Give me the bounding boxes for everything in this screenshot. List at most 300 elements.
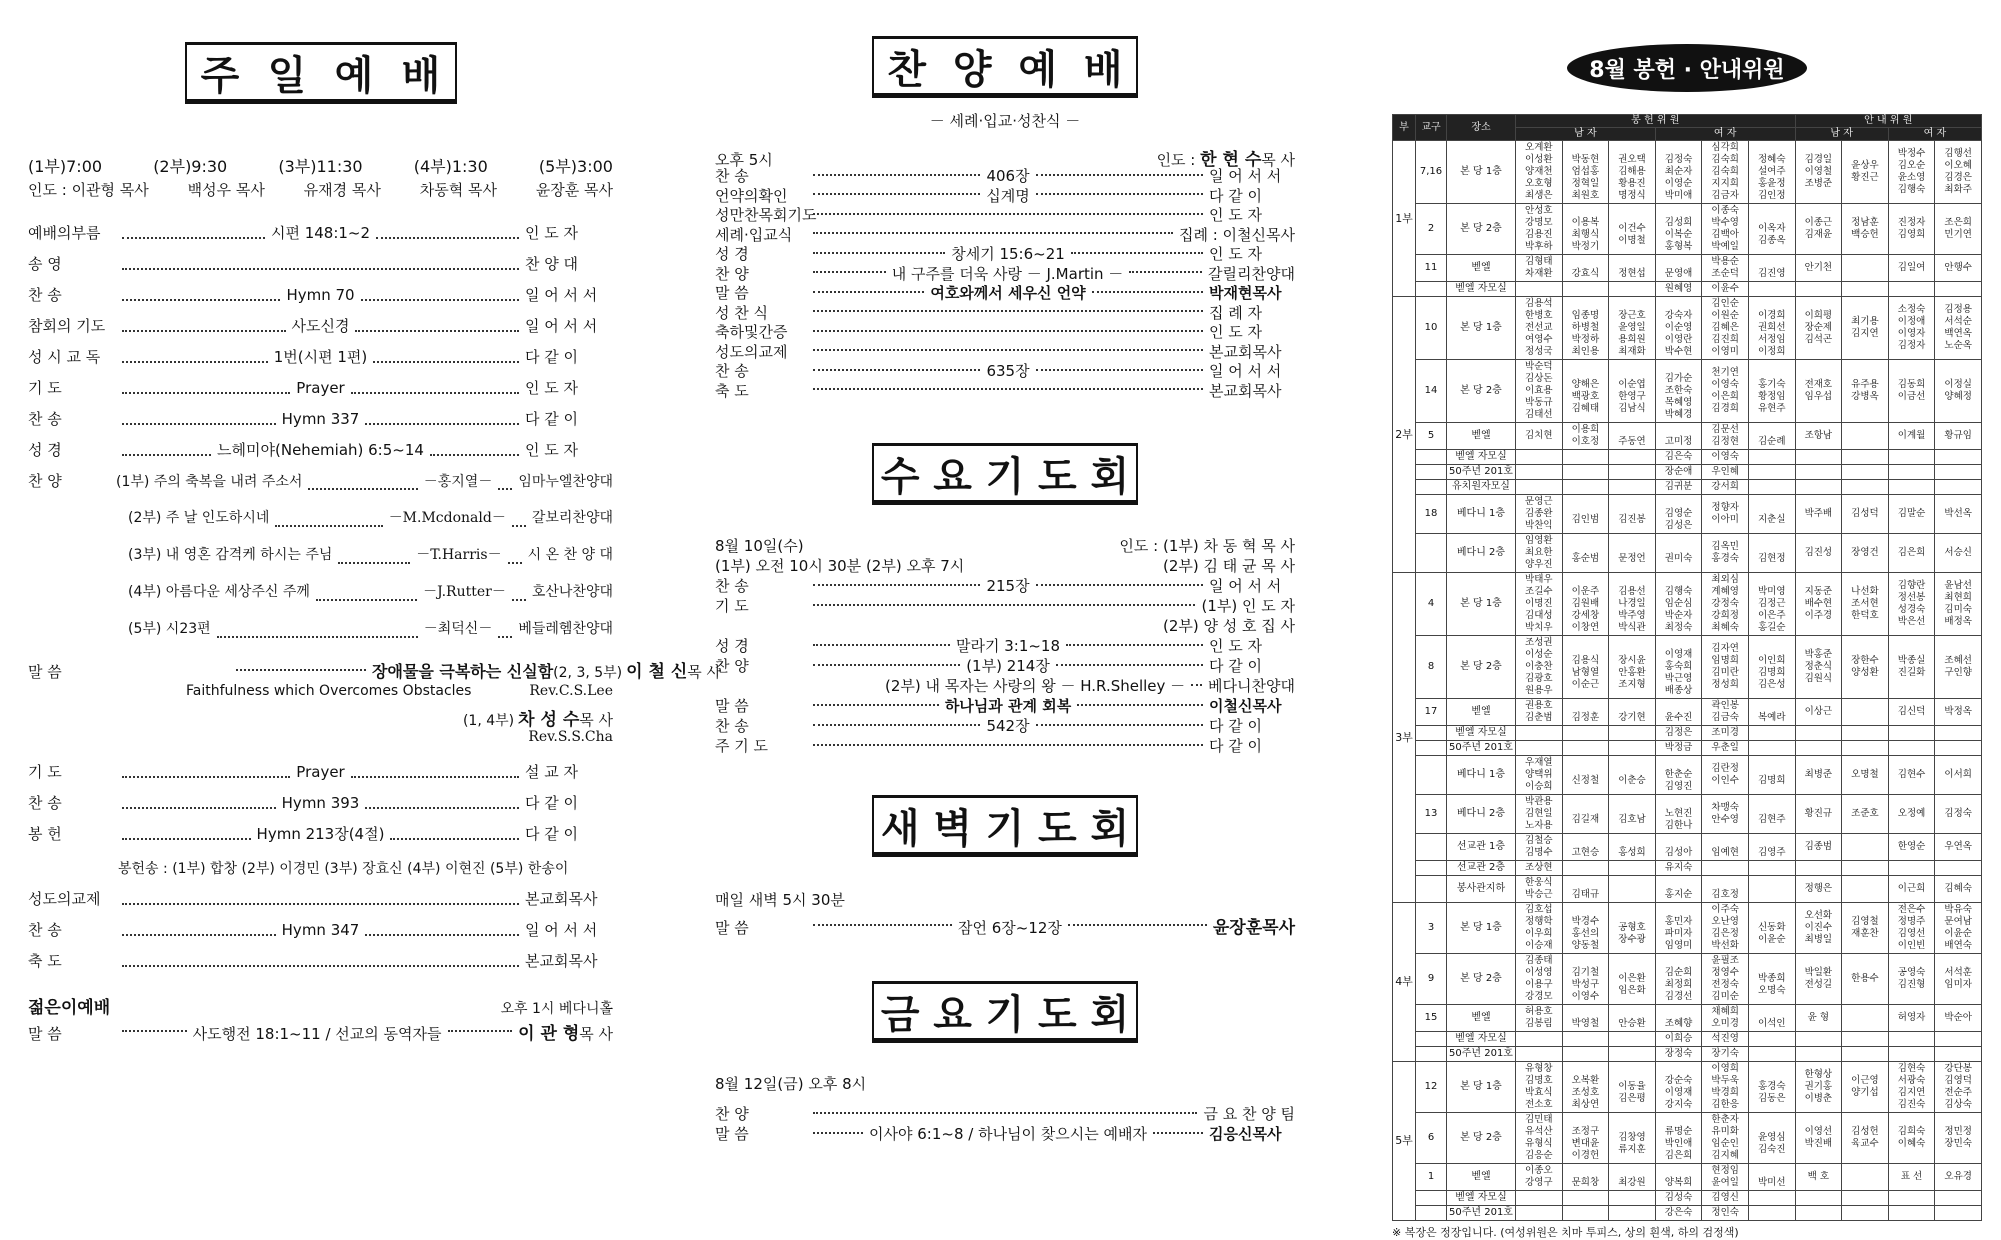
name-cell: 정민정 장민숙 — [1935, 1113, 1982, 1164]
name-cell: 윤 형 — [1795, 1005, 1842, 1032]
order-right: 설 교 자 — [525, 763, 579, 781]
week-cell: 8 — [1416, 636, 1447, 699]
order-row — [715, 263, 1295, 283]
place-cell: 본 당 2층 — [1447, 636, 1516, 699]
order-right: 집례 : 이철신목사 — [1178, 225, 1295, 244]
leader: 백성우 목사 — [187, 181, 265, 199]
service-time: (4부)1:30 — [413, 157, 488, 176]
name-cell: 노현진 김한나 — [1655, 795, 1702, 834]
dots — [122, 903, 519, 905]
order-right: 다 같 이 — [1209, 186, 1263, 205]
name-cell — [1888, 465, 1935, 480]
name-cell — [1609, 480, 1656, 495]
title-char: 배 — [1083, 45, 1123, 93]
order-label: 예배의부름 — [28, 224, 101, 242]
name-cell: 서승신 — [1935, 534, 1982, 573]
order-row — [715, 575, 1295, 595]
name-cell: 강효식 — [1562, 255, 1609, 282]
name-cell: 장정숙 — [1655, 1047, 1702, 1062]
name-cell: 김일여 — [1888, 255, 1935, 282]
dots — [390, 838, 519, 840]
week-cell: 18 — [1416, 495, 1447, 534]
name-cell: 정혜숙 설여주 홍윤정 김인정 — [1748, 141, 1795, 204]
order-row — [715, 302, 1295, 322]
anthem-choir: 베들레헴찬양대 — [518, 621, 613, 637]
name-cell — [1748, 1032, 1795, 1047]
dawn-block — [715, 889, 1295, 937]
dots — [813, 388, 1203, 390]
table-row — [1393, 495, 1982, 534]
dots — [122, 1030, 187, 1032]
name-cell — [1515, 741, 1562, 756]
name-cell: 임종명 하병철 박정하 최인용 — [1562, 297, 1609, 360]
order-row — [715, 360, 1295, 380]
title-char: 예 — [334, 51, 374, 99]
order-label: 송 영 — [28, 255, 62, 273]
order-label: 찬 양 — [715, 1105, 749, 1123]
order-row — [28, 888, 613, 919]
name-cell: 이순엽 한영구 김남식 — [1609, 360, 1656, 423]
name-cell: 최기용 김지연 — [1842, 297, 1889, 360]
dots — [1153, 1132, 1203, 1134]
table-row — [1393, 1191, 1982, 1206]
place-cell: 본 당 1층 — [1447, 903, 1516, 954]
dots — [813, 724, 980, 726]
youth-service — [28, 993, 613, 1043]
name-cell: 박주배 — [1795, 495, 1842, 534]
dots — [813, 924, 952, 926]
service-time: (3부)11:30 — [278, 157, 363, 176]
name-cell: 강서희 — [1702, 480, 1749, 495]
order-row — [28, 253, 613, 284]
name-cell — [1842, 876, 1889, 903]
order-right: 다 같 이 — [525, 410, 579, 428]
anthem-row — [28, 470, 613, 507]
dots — [1129, 271, 1202, 273]
name-cell: 홍민자 파미자 임영미 — [1655, 903, 1702, 954]
name-cell: 이영재 홍숙희 박근영 배종상 — [1655, 636, 1702, 699]
dawn-time: 매일 새벽 5시 30분 — [715, 891, 845, 909]
order-row — [715, 1103, 1295, 1123]
place-cell: 선교관 1층 — [1447, 834, 1516, 861]
name-cell: 김길재 — [1562, 795, 1609, 834]
name-cell: 조항남 — [1795, 423, 1842, 450]
name-cell: 표 선 — [1888, 1164, 1935, 1191]
dots — [122, 299, 280, 301]
dots — [236, 669, 366, 671]
title-char: 찬 — [887, 45, 927, 93]
name-cell — [1609, 465, 1656, 480]
ushers-table — [1392, 114, 1982, 1221]
name-cell: 우인혜 — [1702, 465, 1749, 480]
dots — [1092, 291, 1203, 293]
order-row — [715, 204, 1295, 224]
order-right: 일 어 서 서 — [525, 317, 598, 335]
name-cell — [1795, 741, 1842, 756]
order-label: 언약의확인 — [715, 186, 788, 205]
name-cell: 김성헌 육교수 — [1842, 1113, 1889, 1164]
dots — [1036, 193, 1203, 195]
anthem-song: (5부) 시23편 — [128, 621, 211, 637]
name-cell: 김성숙 — [1655, 1191, 1702, 1206]
name-cell — [1562, 1206, 1609, 1221]
table-row — [1393, 573, 1982, 636]
anthem-composer: －T.Harris－ — [416, 547, 502, 563]
order-right: 다 같 이 — [1209, 717, 1263, 735]
name-cell: 이용복 최행식 박정기 — [1562, 204, 1609, 255]
anthem-composer: －홍지열－ — [423, 474, 493, 490]
order-text: 1번(시편 1편) — [273, 348, 368, 366]
name-cell — [1609, 282, 1656, 297]
name-cell: 안행수 — [1935, 255, 1982, 282]
name-cell — [1748, 741, 1795, 756]
order-text: 사도신경 — [291, 317, 350, 335]
name-cell — [1795, 1047, 1842, 1062]
table-row — [1393, 360, 1982, 423]
dots — [1036, 174, 1203, 176]
place-cell: 베다니 2층 — [1447, 534, 1516, 573]
order-right: 금 요 찬 양 팀 — [1203, 1105, 1295, 1123]
order-row — [715, 1123, 1295, 1143]
ushers-column — [1392, 0, 1982, 1240]
order-row — [715, 735, 1295, 755]
dots — [275, 525, 382, 527]
anthem-choir: 호산나찬양대 — [531, 584, 613, 600]
table-row — [1393, 297, 1982, 360]
name-cell: 오정예 — [1888, 795, 1935, 834]
dots — [122, 330, 286, 332]
name-cell — [1842, 465, 1889, 480]
order-row — [28, 377, 613, 408]
dots — [122, 392, 290, 394]
name-cell — [1562, 1191, 1609, 1206]
table-row — [1393, 795, 1982, 834]
dots — [373, 361, 519, 363]
name-cell: 양해은 백광호 김혜태 — [1562, 360, 1609, 423]
name-cell — [1748, 480, 1795, 495]
title-char: 벽 — [933, 804, 972, 852]
title-char: 도 — [1038, 804, 1077, 852]
name-cell — [1795, 1206, 1842, 1221]
name-cell: 홍순범 — [1562, 534, 1609, 573]
anthem-song: (3부) 내 영혼 감격케 하시는 주님 — [128, 547, 333, 563]
name-cell — [1888, 1191, 1935, 1206]
order-right: 다 같 이 — [525, 794, 579, 812]
name-cell: 김창영 류지훈 — [1609, 1113, 1656, 1164]
name-cell — [1888, 726, 1935, 741]
name-cell: 김영철 재훈찬 — [1842, 903, 1889, 954]
order-right: 다 같 이 — [1209, 657, 1263, 675]
order-row — [28, 950, 613, 981]
name-cell: 김영신 — [1702, 1191, 1749, 1206]
bu-cell: 5부 — [1393, 1062, 1416, 1221]
order-label: 찬 송 — [715, 167, 749, 185]
name-cell: 강은숙 — [1655, 1206, 1702, 1221]
name-cell: 윤영심 김숙진 — [1748, 1113, 1795, 1164]
title-char: 새 — [880, 804, 920, 852]
name-cell — [1935, 1047, 1982, 1062]
wed-leader2: (2부) 김 태 균 목 사 — [1162, 557, 1295, 575]
name-cell: 박미선 — [1748, 1164, 1795, 1191]
name-cell: 장시윤 안홍환 조지형 — [1609, 636, 1656, 699]
dots — [813, 310, 1203, 312]
place-cell: 벧엘 — [1447, 255, 1516, 282]
name-cell: 김행숙 임순심 박순자 최정숙 — [1655, 573, 1702, 636]
name-cell: 신동화 이윤순 — [1748, 903, 1795, 954]
name-cell — [1609, 1206, 1656, 1221]
order-label: 찬 송 — [715, 362, 749, 380]
title-char: 도 — [1038, 452, 1077, 500]
table-row — [1393, 1113, 1982, 1164]
name-cell: 이희평 장순제 김석곤 — [1795, 297, 1842, 360]
order-row — [28, 823, 613, 854]
name-cell: 이운주 김원배 강세창 이창연 — [1562, 573, 1609, 636]
name-cell: 최강원 — [1609, 1164, 1656, 1191]
name-cell — [1842, 1191, 1889, 1206]
dots — [813, 252, 945, 254]
week-cell: 3 — [1416, 903, 1447, 954]
service-times — [28, 154, 613, 177]
service-leaders — [28, 179, 613, 200]
order-text: 하나님과 관계 회복 — [944, 697, 1072, 715]
wed-date: 8월 10일(수) — [715, 537, 804, 555]
friday-prayer-title — [872, 981, 1138, 1043]
name-cell: 김진성 — [1795, 534, 1842, 573]
name-cell: 김태규 — [1562, 876, 1609, 903]
title-char: 요 — [933, 452, 972, 500]
name-cell: 한영순 — [1888, 834, 1935, 861]
service-time: (1부)7:00 — [28, 157, 103, 176]
order-label: 성 경 — [715, 245, 749, 263]
table-row — [1393, 534, 1982, 573]
week-cell — [1416, 861, 1447, 876]
name-cell: 김종태 이성영 이용구 강경모 — [1515, 954, 1562, 1005]
dots — [217, 636, 418, 638]
name-cell: 박순아 — [1935, 1005, 1982, 1032]
title-char: 일 — [267, 51, 307, 99]
table-row — [1393, 1005, 1982, 1032]
dots — [122, 965, 519, 967]
name-cell: 박정옥 — [1935, 699, 1982, 726]
place-cell: 벧엘 — [1447, 1005, 1516, 1032]
col-guide: 안 내 위 원 — [1795, 115, 1981, 128]
order-text: Prayer — [296, 763, 345, 781]
name-cell: 강순숙 이영재 강지숙 — [1655, 1062, 1702, 1113]
week-cell — [1416, 534, 1447, 573]
name-cell: 김성희 이복순 홍형복 — [1655, 204, 1702, 255]
name-cell: 김은숙 — [1655, 450, 1702, 465]
order-right: 인 도 자 — [1209, 245, 1263, 263]
dots — [122, 776, 290, 778]
name-cell — [1562, 480, 1609, 495]
name-cell: 조은희 민기연 — [1935, 204, 1982, 255]
name-cell: 현정임 윤여일 — [1702, 1164, 1749, 1191]
order-row — [715, 321, 1295, 341]
order-right: 인 도 자 — [1209, 206, 1263, 224]
dots — [813, 644, 950, 646]
name-cell: 박종희 오명숙 — [1748, 954, 1795, 1005]
table-row — [1393, 1047, 1982, 1062]
leader: 인도 : 이관형 목사 — [28, 181, 149, 199]
name-cell: 이윤수 — [1702, 282, 1749, 297]
col-male: 남 자 — [1515, 128, 1655, 141]
name-cell — [1609, 876, 1656, 903]
place-cell: 50주년 201호 — [1447, 1206, 1516, 1221]
name-cell: 홍성희 — [1609, 834, 1656, 861]
name-cell: 이서희 — [1935, 756, 1982, 795]
name-cell — [1748, 1047, 1795, 1062]
name-cell: 차맹숙 안수영 — [1702, 795, 1749, 834]
name-cell: 김희숙 이혜숙 — [1888, 1113, 1935, 1164]
order-text: 말라기 3:1~18 — [955, 637, 1061, 655]
week-cell: 2 — [1416, 204, 1447, 255]
name-cell: 조혜선 구인향 — [1935, 636, 1982, 699]
order-text: 635장 — [986, 362, 1030, 380]
order-right: (1부) 인 도 자 — [1201, 597, 1295, 615]
week-cell — [1416, 1047, 1447, 1062]
name-cell: 공영숙 김진형 — [1888, 954, 1935, 1005]
name-cell — [1842, 1206, 1889, 1221]
name-cell: 정행은 — [1795, 876, 1842, 903]
wed-time: (1부) 오전 10시 30분 (2부) 오후 7시 — [715, 557, 965, 575]
other-services-column — [715, 0, 1295, 1143]
place-cell: 벧엘 자모실 — [1447, 726, 1516, 741]
name-cell: 이용희 이호정 — [1562, 423, 1609, 450]
name-cell: 주동연 — [1609, 423, 1656, 450]
name-cell: 오복환 조성호 최상연 — [1562, 1062, 1609, 1113]
place-cell: 베다니 1층 — [1447, 495, 1516, 534]
order-row — [28, 439, 613, 470]
name-cell: 오선화 이진수 최병일 — [1795, 903, 1842, 954]
order-right: 다 같 이 — [525, 348, 579, 366]
week-cell: 13 — [1416, 795, 1447, 834]
name-cell — [1562, 1032, 1609, 1047]
youth-text: 사도행전 18:1~11 / 선교의 동역자들 — [192, 1025, 442, 1043]
name-cell — [1609, 741, 1656, 756]
name-cell: 김문선 김정현 — [1702, 423, 1749, 450]
name-cell: 김말순 — [1888, 495, 1935, 534]
order-row — [28, 346, 613, 377]
praise-time: 오후 5시 — [715, 151, 773, 169]
name-cell — [1842, 255, 1889, 282]
name-cell: 권오택 김해용 황용진 명정식 — [1609, 141, 1656, 204]
name-cell — [1842, 1047, 1889, 1062]
name-cell: 원혜영 — [1655, 282, 1702, 297]
name-cell: 김현수 — [1888, 756, 1935, 795]
name-cell: 강기현 — [1609, 699, 1656, 726]
order-right: 다 같 이 — [525, 825, 579, 843]
name-cell: 강단봉 김영덕 전순주 김상숙 — [1935, 1062, 1982, 1113]
order-right: 인 도 자 — [525, 379, 579, 397]
name-cell: 강숙자 이순영 이영란 박수현 — [1655, 297, 1702, 360]
order-label: 말 씀 — [715, 1125, 749, 1143]
order-right: 인 도 자 — [1209, 323, 1263, 341]
name-cell: 안성호 강명모 김용진 박후하 — [1515, 204, 1562, 255]
order-right: 박재현목사 — [1209, 284, 1282, 302]
dots — [1077, 704, 1203, 706]
name-cell — [1842, 861, 1889, 876]
dots — [122, 934, 276, 936]
place-cell: 봉사관지하 — [1447, 876, 1516, 903]
order-label: 기 도 — [28, 379, 62, 397]
name-cell: 윤필조 정영수 전정숙 김미순 — [1702, 954, 1749, 1005]
name-cell: 오유경 — [1935, 1164, 1982, 1191]
week-cell: 4 — [1416, 573, 1447, 636]
name-cell — [1935, 465, 1982, 480]
table-row — [1393, 756, 1982, 795]
place-cell: 벧엘 — [1447, 1164, 1516, 1191]
dots — [813, 369, 980, 371]
name-cell — [1795, 465, 1842, 480]
name-cell — [1935, 861, 1982, 876]
dots — [813, 291, 924, 293]
name-cell: 이희승 — [1655, 1032, 1702, 1047]
name-cell: 홍경숙 김동은 — [1748, 1062, 1795, 1113]
col-guide-female: 여 자 — [1888, 128, 1981, 141]
week-cell — [1416, 1032, 1447, 1047]
sunday-service-column — [28, 0, 722, 1044]
name-cell: 김란정 이인수 — [1702, 756, 1749, 795]
dots — [1071, 252, 1203, 254]
dots — [813, 604, 1195, 606]
week-cell — [1416, 876, 1447, 903]
name-cell: 박관용 김현일 노자용 — [1515, 795, 1562, 834]
name-cell: 이영희 박두욱 박경희 김한응 — [1702, 1062, 1749, 1113]
name-cell: 김동희 이금선 — [1888, 360, 1935, 423]
order-label: 찬 송 — [28, 921, 62, 939]
order-row — [715, 635, 1295, 655]
name-cell — [1842, 741, 1889, 756]
name-cell: 김행선 이오혜 김경은 최화주 — [1935, 141, 1982, 204]
dots — [122, 361, 268, 363]
name-cell — [1748, 465, 1795, 480]
table-row — [1393, 903, 1982, 954]
bu-cell: 4부 — [1393, 903, 1416, 1062]
table-row — [1393, 141, 1982, 204]
name-cell: 박종실 진길화 — [1888, 636, 1935, 699]
order-label: 기 도 — [715, 597, 749, 615]
name-cell — [1562, 465, 1609, 480]
name-cell: 김인범 — [1562, 495, 1609, 534]
pastor-suffix: 목 사 — [579, 1025, 613, 1043]
name-cell — [1935, 741, 1982, 756]
name-cell — [1562, 282, 1609, 297]
sunday-order-3 — [28, 888, 613, 981]
name-cell: 유형창 김명호 박효식 전소호 — [1515, 1062, 1562, 1113]
name-cell: 이근영 양기섭 — [1842, 1062, 1889, 1113]
dots — [355, 330, 519, 332]
week-cell: 1 — [1416, 1164, 1447, 1191]
name-cell — [1935, 1032, 1982, 1047]
dots — [308, 488, 417, 490]
name-cell: 곽인봉 김금숙 — [1702, 699, 1749, 726]
name-cell: 김형태 차재환 — [1515, 255, 1562, 282]
name-cell: 정현섭 — [1609, 255, 1656, 282]
name-cell: 김혜숙 — [1935, 876, 1982, 903]
name-cell: 조정구 변대윤 이경헌 — [1562, 1113, 1609, 1164]
pastor-english: Rev.S.S.Cha — [528, 729, 613, 745]
name-cell: 김옥민 홍경숙 — [1702, 534, 1749, 573]
pastor-suffix: 목 사 — [687, 663, 722, 681]
name-cell: 윤남선 최현희 김미숙 배정옥 — [1935, 573, 1982, 636]
name-cell: 지춘실 — [1748, 495, 1795, 534]
name-cell: 최외심 계혜영 강정숙 강희정 최혜숙 — [1702, 573, 1749, 636]
name-cell: 이근희 — [1888, 876, 1935, 903]
order-text: 시편 148:1~2 — [270, 224, 371, 242]
dots — [512, 525, 526, 527]
name-cell: 김순희 최정희 김경선 — [1655, 954, 1702, 1005]
week-cell — [1416, 756, 1447, 795]
